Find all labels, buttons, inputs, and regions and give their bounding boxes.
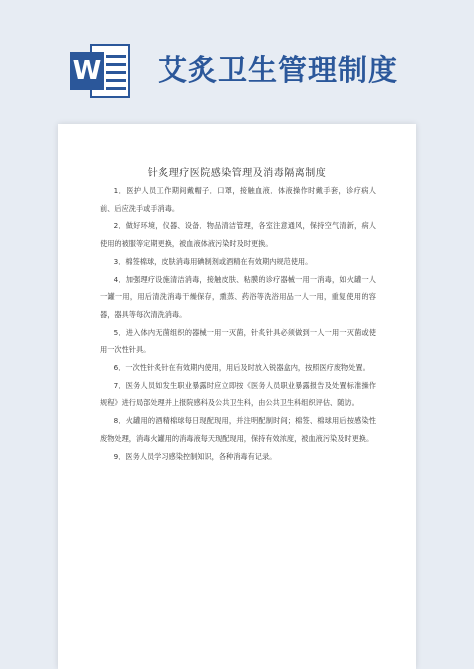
word-badge: W — [70, 52, 104, 90]
paragraph: 1．医护人员工作期间戴帽子．口罩，接触血液．体液操作时戴手套，诊疗病人前、后应洗手或手消毒。 — [100, 186, 376, 213]
paragraph: 2．做好环境，仪器、设备．物品清洁管理，各室注意通风，保持空气清新，病人使用的被服等定期更换，被血液体液污染时及时更换。 — [100, 221, 376, 249]
paragraph: 4．加强理疗设施清洁消毒，接触皮肤、粘膜的诊疗器械一用一消毒，如火罐一人一罐一用，用后清洗消毒干燥保存，熏蒸、药浴等洗浴用品一人一用，重复使用的容器，器具等每次清洗消毒。 — [100, 274, 376, 319]
document-page — [58, 124, 416, 669]
paragraph: 3．棉签棉球，皮肤消毒用碘制剂或酒精在有效期内规范使用。 — [113, 256, 313, 266]
paragraph: 6．一次性针炙针在有效期内使用，用后及时放入锐器盒内，按照医疗废物处置。 — [113, 363, 370, 373]
paragraph: 8．火罐用的酒精棉球每日现配现用，并注明配制时间；棉签、棉球用后按感染性废物处理，消毒火罐用的消毒液每天现配现用，保持有效浓度，被血液污染及时更换。 — [100, 416, 376, 443]
paragraph: 9．医务人员学习感染控制知识，各种消毒有记录。 — [113, 451, 277, 461]
banner — [0, 0, 474, 120]
banner-title: 艾炙卫生管理制度 — [158, 53, 399, 87]
word-icon — [70, 44, 130, 98]
paragraph: 5．进入体内无菌组织的器械一用一灭菌，针炙针具必须做到一人一用一灭菌或使用一次性针具。 — [100, 327, 376, 355]
paragraph: 7．医务人员如发生职业暴露时应立即按《医务人员职业暴露报告及处置标准操作规程》进行局部处理并上报院感科及公共卫生科，由公共卫生科组织评估、随访。 — [100, 380, 376, 408]
document-title: 针炙理疗医院感染管理及消毒隔离制度 — [147, 168, 327, 179]
document-body — [100, 182, 376, 465]
